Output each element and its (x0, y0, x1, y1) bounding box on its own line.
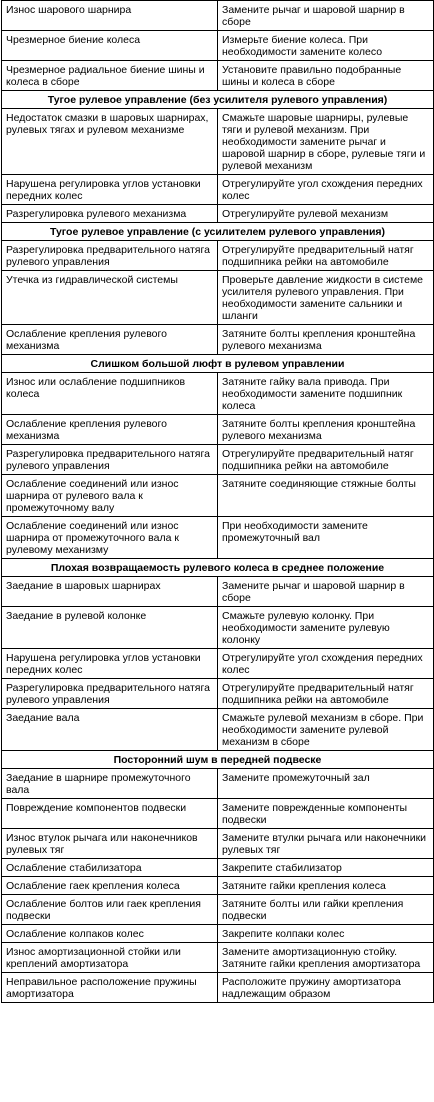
cause-cell: Чрезмерное радиальное биение шины и колеса в сборе (2, 61, 218, 91)
remedy-cell: Расположите пружину амортизатора надлежащим образом (218, 973, 434, 1003)
remedy-cell: Измерьте биение колеса. При необходимости замените колесо (218, 31, 434, 61)
table-row (2, 925, 434, 943)
table-row (2, 895, 434, 925)
cause-cell: Ослабление соединений или износ шарнира от рулевого вала к промежуточному валу (2, 475, 218, 517)
table-row (2, 325, 434, 355)
remedy-cell: Смажьте шаровые шарниры, рулевые тяги и рулевой механизм. При необходимости замените рычаг и шаровой шарнир в сборе, рулевые тяги и рулевой механизм (218, 109, 434, 175)
cause-cell: Заедание вала (2, 709, 218, 751)
table-row (2, 649, 434, 679)
remedy-cell: Отрегулируйте предварительный натяг подшипника рейки на автомобиле (218, 679, 434, 709)
section-title: Слишком большой люфт в рулевом управлении (2, 355, 434, 373)
cause-cell: Заедание в шарнире промежуточного вала (2, 769, 218, 799)
remedy-cell: При необходимости замените промежуточный вал (218, 517, 434, 559)
table-row (2, 205, 434, 223)
cause-cell: Разрегулировка предварительного натяга рулевого управления (2, 241, 218, 271)
section-header-row (2, 751, 434, 769)
table-row (2, 769, 434, 799)
table-row (2, 679, 434, 709)
table-row (2, 475, 434, 517)
remedy-cell: Замените рычаг и шаровой шарнир в сборе (218, 1, 434, 31)
remedy-cell: Замените промежуточный зал (218, 769, 434, 799)
section-header-row (2, 223, 434, 241)
remedy-cell: Закрепите стабилизатор (218, 859, 434, 877)
cause-cell: Ослабление крепления рулевого механизма (2, 325, 218, 355)
remedy-cell: Затяните болты или гайки крепления подвески (218, 895, 434, 925)
cause-cell: Неправильное расположение пружины амортизатора (2, 973, 218, 1003)
cause-cell: Ослабление соединений или износ шарнира от промежуточного вала к рулевому механизму (2, 517, 218, 559)
table-row (2, 943, 434, 973)
table-row (2, 61, 434, 91)
table-row (2, 31, 434, 61)
table-row (2, 373, 434, 415)
table-row (2, 1, 434, 31)
cause-cell: Заедание в шаровых шарнирах (2, 577, 218, 607)
cause-cell: Износ или ослабление подшипников колеса (2, 373, 218, 415)
remedy-cell: Смажьте рулевой механизм в сборе. При необходимости замените рулевой механизм в сборе (218, 709, 434, 751)
cause-cell: Недостаток смазки в шаровых шарнирах, рулевых тягах и рулевом механизме (2, 109, 218, 175)
remedy-cell: Затяните болты крепления кронштейна рулевого механизма (218, 325, 434, 355)
table-row (2, 829, 434, 859)
cause-cell: Разрегулировка предварительного натяга рулевого управления (2, 679, 218, 709)
cause-cell: Разрегулировка рулевого механизма (2, 205, 218, 223)
section-header-row (2, 559, 434, 577)
remedy-cell: Отрегулируйте угол схождения передних колес (218, 649, 434, 679)
table-row (2, 859, 434, 877)
remedy-cell: Отрегулируйте угол схождения передних колес (218, 175, 434, 205)
cause-cell: Износ амортизационной стойки или креплений амортизатора (2, 943, 218, 973)
section-title: Плохая возвращаемость рулевого колеса в среднее положение (2, 559, 434, 577)
remedy-cell: Затяните гайки крепления колеса (218, 877, 434, 895)
remedy-cell: Замените втулки рычага или наконечники рулевых тяг (218, 829, 434, 859)
cause-cell: Нарушена регулировка углов установки передних колес (2, 649, 218, 679)
section-title: Тугое рулевое управление (без усилителя рулевого управления) (2, 91, 434, 109)
table-row (2, 445, 434, 475)
section-header-row (2, 91, 434, 109)
table-row (2, 109, 434, 175)
table-row (2, 799, 434, 829)
section-header-row (2, 355, 434, 373)
remedy-cell: Установите правильно подобранные шины и колеса в сборе (218, 61, 434, 91)
table-row (2, 241, 434, 271)
remedy-cell: Смажьте рулевую колонку. При необходимости замените рулевую колонку (218, 607, 434, 649)
remedy-cell: Замените амортизационную стойку. Затяните гайки крепления амортизатора (218, 943, 434, 973)
remedy-cell: Закрепите колпаки колес (218, 925, 434, 943)
section-title: Посторонний шум в передней подвеске (2, 751, 434, 769)
cause-cell: Утечка из гидравлической системы (2, 271, 218, 325)
cause-cell: Разрегулировка предварительного натяга рулевого управления (2, 445, 218, 475)
table-row (2, 577, 434, 607)
cause-cell: Ослабление стабилизатора (2, 859, 218, 877)
table-row (2, 973, 434, 1003)
cause-cell: Ослабление гаек крепления колеса (2, 877, 218, 895)
table-row (2, 877, 434, 895)
cause-cell: Износ шарового шарнира (2, 1, 218, 31)
remedy-cell: Проверьте давление жидкости в системе усилителя рулевого управления. При необходимости замените сальники и шланги (218, 271, 434, 325)
remedy-cell: Затяните гайку вала привода. При необходимости замените подшипник колеса (218, 373, 434, 415)
table-row (2, 175, 434, 205)
cause-cell: Ослабление болтов или гаек крепления подвески (2, 895, 218, 925)
remedy-cell: Замените поврежденные компоненты подвески (218, 799, 434, 829)
remedy-cell: Отрегулируйте предварительный натяг подшипника рейки на автомобиле (218, 445, 434, 475)
remedy-cell: Замените рычаг и шаровой шарнир в сборе (218, 577, 434, 607)
table-row (2, 709, 434, 751)
table-row (2, 517, 434, 559)
cause-cell: Ослабление колпаков колес (2, 925, 218, 943)
cause-cell: Ослабление крепления рулевого механизма (2, 415, 218, 445)
table-row (2, 607, 434, 649)
troubleshooting-table (1, 0, 434, 1003)
cause-cell: Повреждение компонентов подвески (2, 799, 218, 829)
section-title: Тугое рулевое управление (с усилителем рулевого управления) (2, 223, 434, 241)
cause-cell: Износ втулок рычага или наконечников рулевых тяг (2, 829, 218, 859)
cause-cell: Чрезмерное биение колеса (2, 31, 218, 61)
table-row (2, 271, 434, 325)
table-row (2, 415, 434, 445)
remedy-cell: Затяните соединяющие стяжные болты (218, 475, 434, 517)
remedy-cell: Отрегулируйте предварительный натяг подшипника рейки на автомобиле (218, 241, 434, 271)
cause-cell: Нарушена регулировка углов установки передних колес (2, 175, 218, 205)
remedy-cell: Затяните болты крепления кронштейна рулевого механизма (218, 415, 434, 445)
table-body (2, 1, 434, 1003)
cause-cell: Заедание в рулевой колонке (2, 607, 218, 649)
remedy-cell: Отрегулируйте рулевой механизм (218, 205, 434, 223)
